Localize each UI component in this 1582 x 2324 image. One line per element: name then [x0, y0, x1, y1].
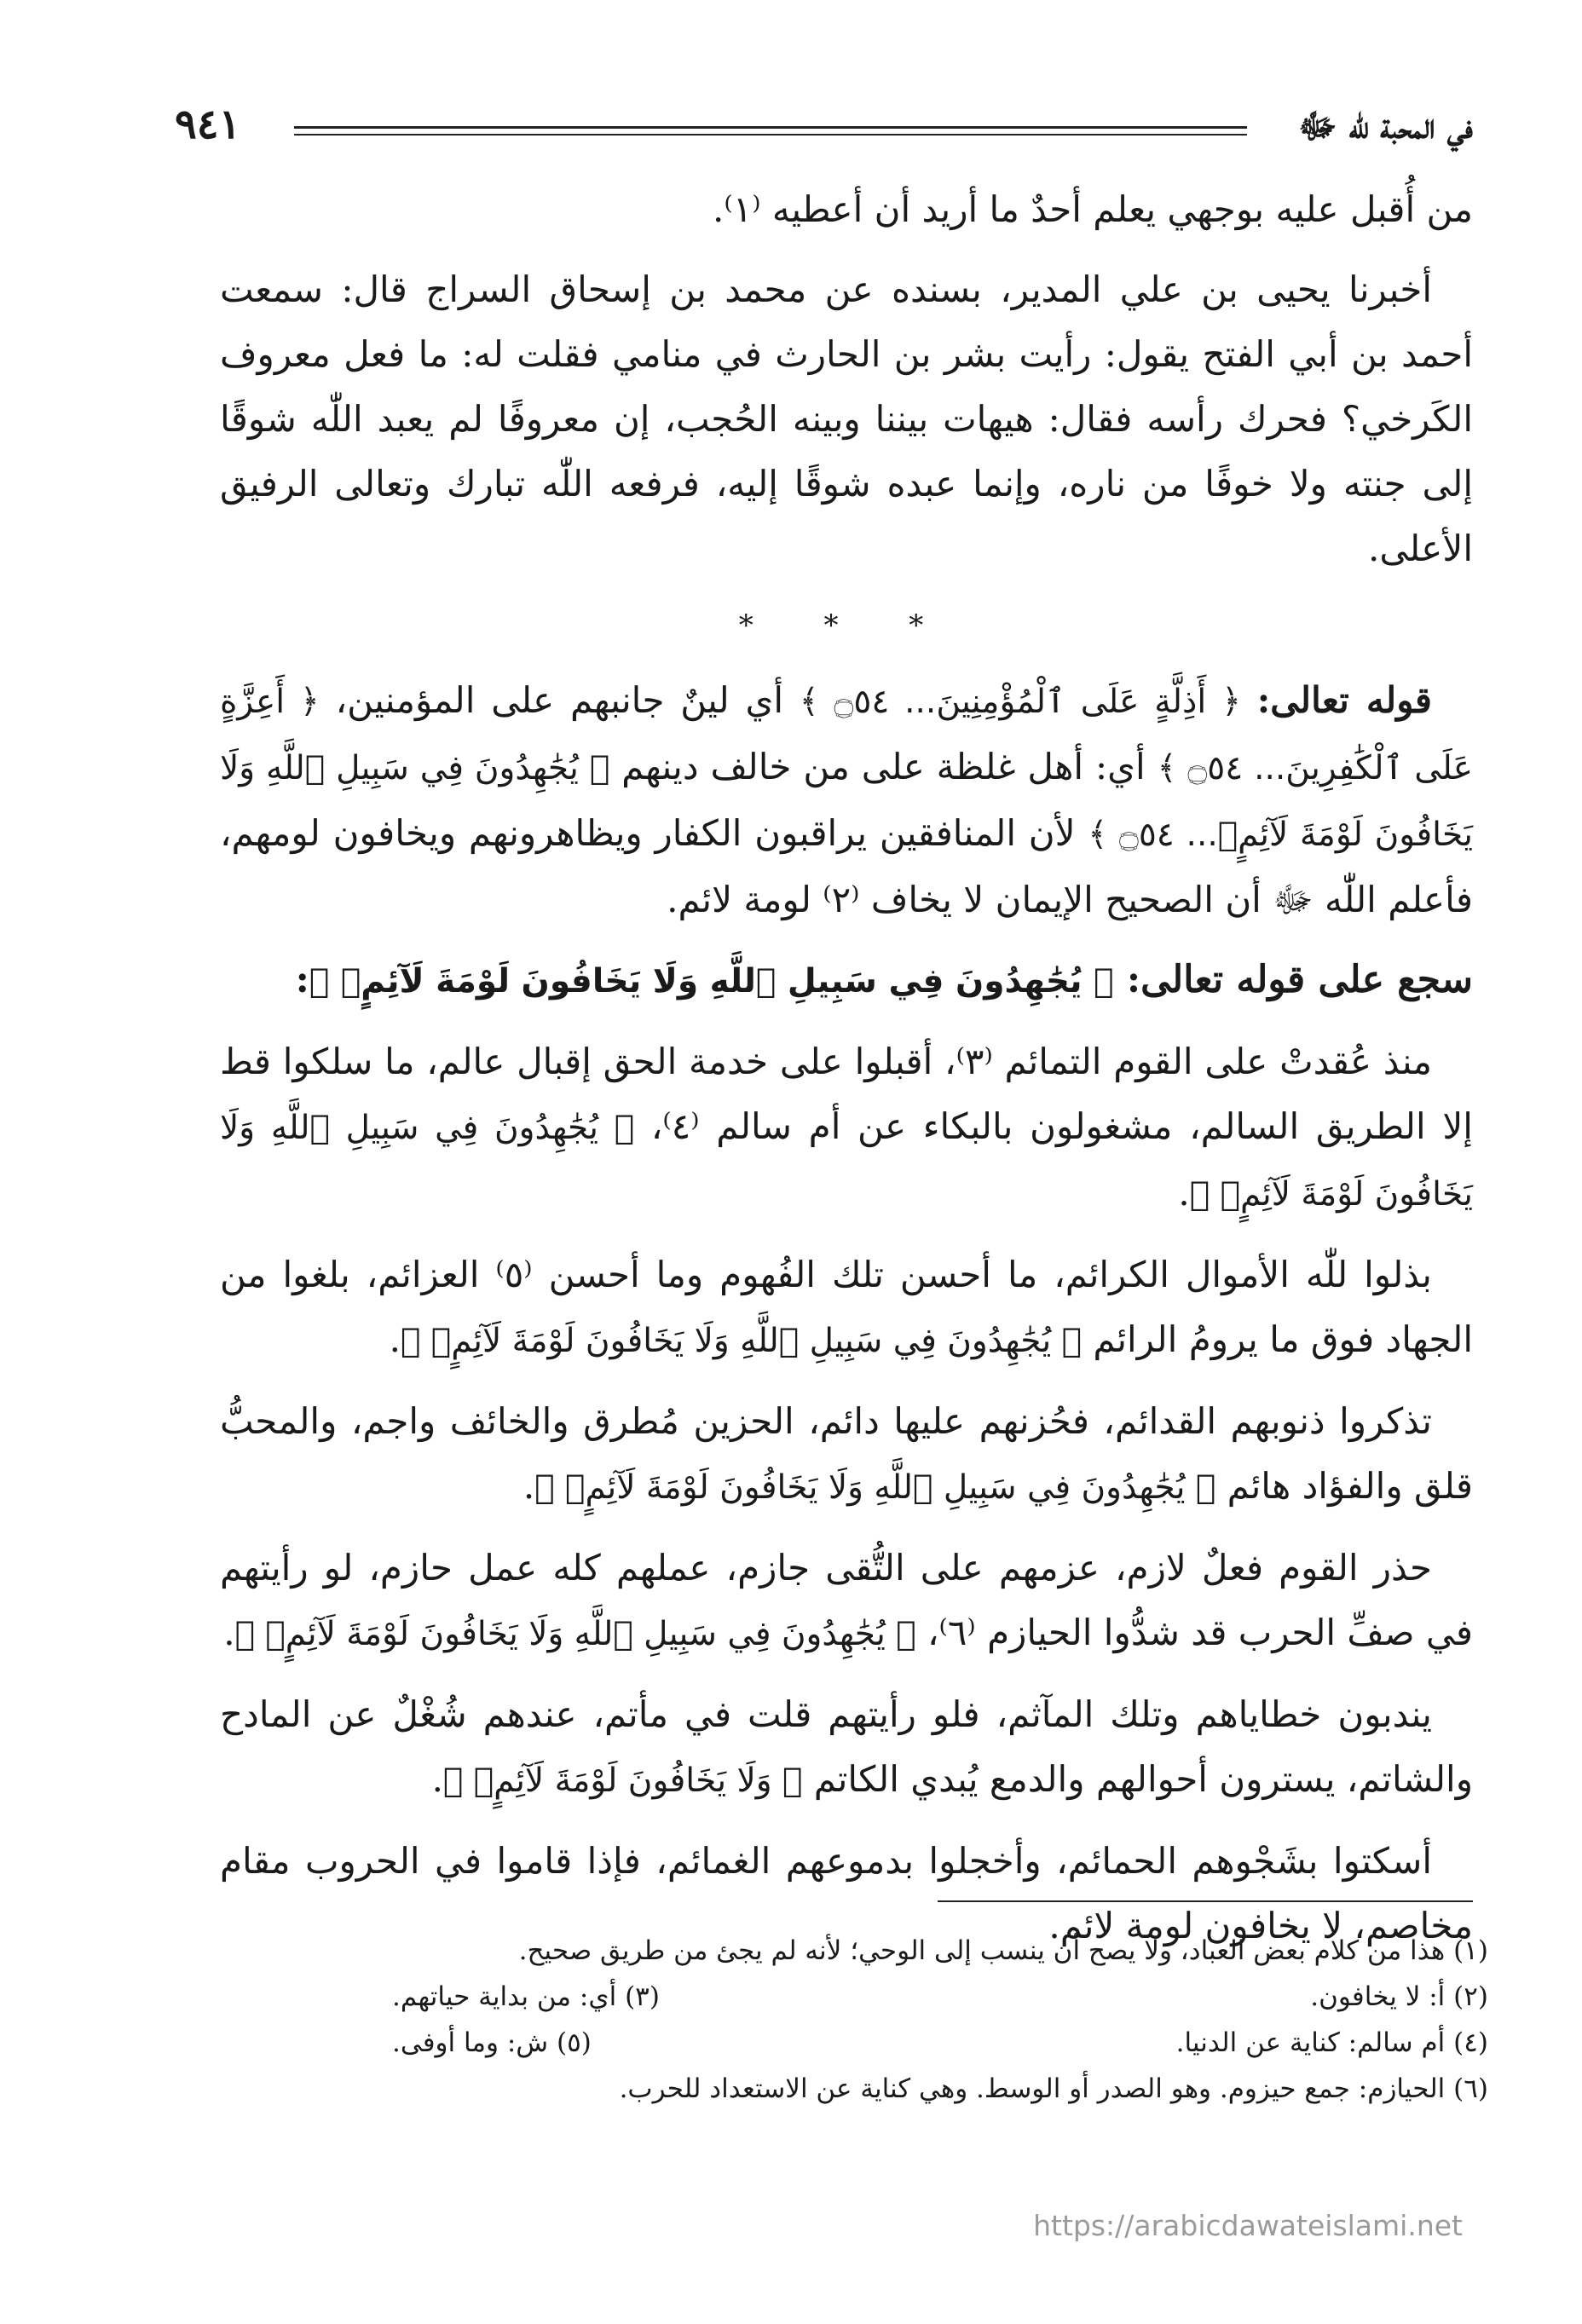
punctuation: .	[223, 1612, 235, 1653]
header-rule	[294, 126, 1247, 136]
rhymed-text: يندبون خطاياهم وتلك المآثم، فلو رأيتهم قلت في مأتم، عندهم شُغْلٌ عن المادح والشاتم، يسترون أحوالهم والدمع يُبدي الكاتم	[220, 1693, 1473, 1800]
paragraph-2: أخبرنا يحيى بن علي المدير، بسنده عن محمد بن إسحاق السراج قال: سمعت أحمد بن أبي الفتح يقول: رأيت بشر بن الحارث في منامي فقلت له: ما فعل معروف الكَرخي؟ فحرك رأسه فقال: هيهات بيننا وبينه الحُجب، إن معروفًا لم يعبد اللّٰه شوقًا إلى جنته ولا خوفًا من ناره، وإنما عبده شوقًا إليه، فرفعه اللّٰه تبارك وتعالى الرفيق الأعلى.	[220, 268, 1473, 569]
paragraph-1: من أُقبل عليه بوجهي يعلم أحدٌ ما أريد أن أعطيه ⁽١⁾.	[713, 188, 1473, 230]
running-header	[175, 101, 1473, 160]
footnote-4: (٤) أم سالم: كناية عن الدنيا.	[1175, 2027, 1488, 2058]
rhymed-paragraph	[220, 1682, 1473, 1814]
punctuation: .	[1178, 1172, 1190, 1214]
commentary-text: أي: أهل غلظة على من خالف دينهم	[609, 746, 1158, 787]
quran-verse: ﴿ يُجَٰهِدُونَ فِي سَبِيلِ ٱللَّهِ وَلَا يَخَافُونَ لَوْمَةَ لَآئِمٍۚ ﴾	[220, 1109, 1473, 1214]
quran-verse: ﴿ يُجَٰهِدُونَ فِي سَبِيلِ ٱللَّهِ وَلَا يَخَافُونَ لَوْمَةَ لَآئِمٍۚ ﴾	[401, 1322, 1083, 1360]
verse-label: قوله تعالى:	[1256, 679, 1433, 721]
footnote-row	[358, 1928, 1488, 1974]
footnote-1: (١) هذا من كلام بعض العباد، ولا يصح أن ينسب إلى الوحي؛ لأنه لم يجئ من طريق صحيح.	[518, 1935, 1488, 1966]
footnote-2: (٢) أ: لا يخافون.	[1310, 1981, 1488, 2012]
rhymed-text: منذ عُقدتْ على القوم التمائم ⁽٣⁾، أقبلوا على خدمة الحق إقبال عالم، ما سلكوا قط إلا الطريق السالم، مشغولون بالبكاء عن أم سالم ⁽٤⁾،	[220, 1041, 1473, 1147]
quran-verse: ﴿ وَلَا يَخَافُونَ لَوْمَةَ لَآئِمٍۚ ﴾	[442, 1762, 803, 1800]
page-number: ٩٤١	[175, 101, 241, 148]
header-title: في المحبة للّٰه ﷻ	[1298, 107, 1473, 147]
quran-verse: ﴿ أَذِلَّةٍ عَلَى ٱلْمُؤْمِنِينَ... ۝٥٤ ﴾	[799, 683, 1241, 721]
quran-verse: ﴿ يُجَٰهِدُونَ فِي سَبِيلِ ٱللَّهِ وَلَا يَخَافُونَ لَوْمَةَ لَآئِمٍۚ ﴾	[534, 1468, 1216, 1507]
commentary-text: لأن المنافقين يراقبون الكفار ويظاهرونهم ويخافون لومهم، فأعلم اللّٰه ﷻ أن الصحيح الإيمان لا يخاف ⁽٢⁾ لومة لائم.	[220, 812, 1473, 920]
punctuation: .	[431, 1758, 443, 1800]
punctuation: .	[523, 1465, 535, 1507]
section-separator: * * *	[738, 608, 955, 643]
footnote-row	[358, 2020, 1488, 2066]
rhymed-paragraph	[220, 1536, 1473, 1667]
footnotes	[358, 1928, 1488, 2112]
quran-verse: ﴿ يُجَٰهِدُونَ فِي سَبِيلِ ٱللَّهِ وَلَا يَخَافُونَ لَوْمَةَ لَآئِمٍۚ ﴾	[234, 1615, 916, 1653]
heading-label: سجع على قوله تعالى:	[1126, 958, 1473, 1001]
rhymed-paragraph: أسكتوا بشَجْوهم الحمائم، وأخجلوا بدموعهم الغمائم، فإذا قاموا في الحروب مقام مخاصم، لا يخافون لومة لائم.	[220, 1840, 1473, 1946]
footnote-5: (٥) ش: وما أوفى.	[392, 2027, 592, 2058]
rhymed-text: بذلوا للّٰه الأموال الكرائم، ما أحسن تلك الفُهوم وما أحسن ⁽٥⁾ العزائم، بلغوا من الجهاد فوق ما يرومُ الرائم	[220, 1254, 1473, 1360]
quran-verse: ﴿ أَعِزَّةٍ عَلَى ٱلْكَٰفِرِينَ... ۝٥٤ ﴾	[220, 683, 1473, 787]
rhymed-text: تذكروا ذنوبهم القدائم، فحُزنهم عليها دائم، الحزين مُطرق والخائف واجم، والمحبُّ قلق والفؤاد هائم	[220, 1400, 1473, 1507]
rhymed-paragraph	[220, 1029, 1473, 1227]
commentary-text: أي لينٌ جانبهم على المؤمنين،	[319, 679, 800, 721]
footnote-row	[358, 1974, 1488, 2020]
footnote-row	[358, 2066, 1488, 2112]
quran-verse: ﴿ يُجَٰهِدُونَ فِي سَبِيلِ ٱللَّهِ وَلَا يَخَافُونَ لَوْمَةَ لَآئِمٍۚ... ۝٥٤ ﴾	[220, 749, 1474, 854]
rhymed-paragraph	[220, 1243, 1473, 1374]
heading-colon: :	[295, 958, 309, 1001]
footnote-6: (٦) الحيازم: جمع حيزوم. وهو الصدر أو الوسط. وهي كناية عن الاستعداد للحرب.	[619, 2073, 1488, 2104]
main-text	[220, 177, 1473, 1974]
footnote-3: (٣) أي: من بداية حياتهم.	[392, 1981, 660, 2012]
punctuation: .	[389, 1318, 401, 1360]
rhymed-paragraph	[220, 1389, 1473, 1520]
footnote-rule	[938, 1900, 1473, 1902]
section-heading	[220, 948, 1473, 1014]
quran-verse: ﴿ يُجَٰهِدُونَ فِي سَبِيلِ ٱللَّهِ وَلَا يَخَافُونَ لَوْمَةَ لَآئِمٍۚ ﴾	[309, 962, 1114, 1001]
rhymed-text: حذر القوم فعلٌ لازم، عزمهم على التُّقى جازم، عملهم كله عمل حازم، لو رأيتهم في صفِّ الحرب قد شدُّوا الحيازم ⁽٦⁾،	[220, 1547, 1473, 1653]
paragraph-3	[220, 668, 1473, 932]
watermark-url: https://arabicdawateislami.net	[1033, 2209, 1463, 2242]
